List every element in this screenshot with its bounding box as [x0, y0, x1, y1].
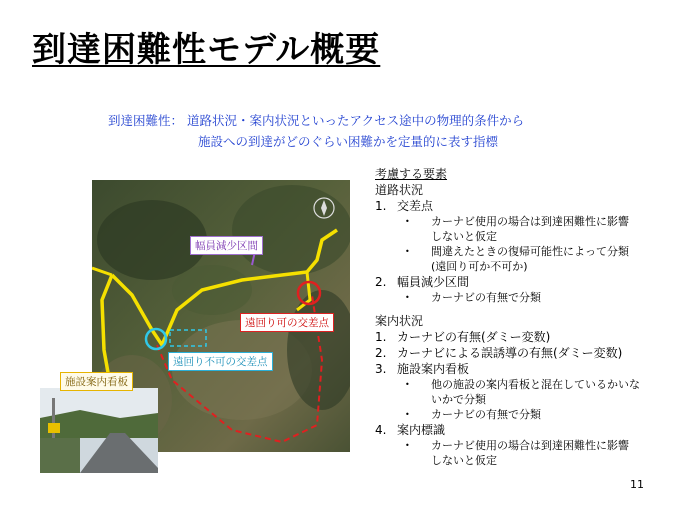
guide-section-title: 案内状況	[375, 314, 424, 328]
bullet-icon: •	[405, 380, 410, 389]
bullet-icon: •	[405, 247, 410, 256]
item-number: 2.	[375, 346, 387, 360]
road-item	[375, 274, 640, 290]
item-label: カーナビによる誤誘導の有無(ダミー変数)	[397, 346, 623, 360]
page-number: 11	[630, 478, 644, 491]
bullet-icon: •	[405, 441, 410, 450]
sub-item-text: カーナビ使用の場合は到達困難性に影響 しないと仮定	[431, 215, 629, 243]
definition-term: 到達困難性：	[108, 113, 184, 128]
sub-item	[375, 407, 640, 422]
sub-item-text: カーナビの有無で分類	[431, 408, 541, 421]
label-detour-impossible: 遠回り不可の交差点	[168, 352, 273, 371]
item-number: 4.	[375, 423, 387, 437]
bullet-icon: •	[405, 293, 410, 302]
item-number: 3.	[375, 362, 387, 376]
item-label: 交差点	[397, 199, 434, 213]
bullet-icon: •	[405, 217, 410, 226]
guide-item	[375, 345, 640, 361]
label-facility-sign: 施設案内看板	[60, 372, 133, 391]
item-label: 幅員減少区間	[397, 275, 470, 289]
item-label: カーナビの有無(ダミー変数)	[397, 330, 551, 344]
sub-item	[375, 214, 640, 244]
sub-item	[375, 438, 640, 468]
item-label: 案内標識	[397, 423, 446, 437]
item-number: 2.	[375, 275, 387, 289]
factors-heading: 考慮する要素	[375, 167, 448, 181]
sub-item	[375, 377, 640, 407]
definition-line2: 施設への到達がどのぐらい困難かを定量的に表す指標	[198, 134, 499, 149]
bullet-icon: •	[405, 410, 410, 419]
road-item	[375, 198, 640, 214]
sub-item-text: 他の施設の案内看板と混在しているかいな いかで分類	[431, 378, 640, 406]
item-number: 1.	[375, 330, 387, 344]
sub-item-text: カーナビ使用の場合は到達困難性に影響 しないと仮定	[431, 439, 629, 467]
item-number: 1.	[375, 199, 387, 213]
road-photo	[40, 388, 158, 473]
guide-item	[375, 422, 640, 438]
sub-item	[375, 244, 640, 274]
definition	[108, 110, 524, 152]
definition-line1: 道路状況・案内状況といったアクセス途中の物理的条件から	[187, 113, 525, 128]
label-detour-possible: 遠回り可の交差点	[240, 313, 334, 332]
sub-item-text: 間違えたときの復帰可能性によって分類 (遠回り可か不可か)	[431, 245, 629, 273]
sub-item	[375, 290, 640, 305]
guide-item	[375, 361, 640, 377]
item-label: 施設案内看板	[397, 362, 470, 376]
factors-list	[375, 166, 640, 468]
label-width-reduction: 幅員減少区間	[190, 236, 263, 255]
guide-item	[375, 329, 640, 345]
road-section-title: 道路状況	[375, 183, 424, 197]
sub-item-text: カーナビの有無で分類	[431, 291, 541, 304]
slide-title: 到達困難性モデル概要	[32, 30, 381, 70]
